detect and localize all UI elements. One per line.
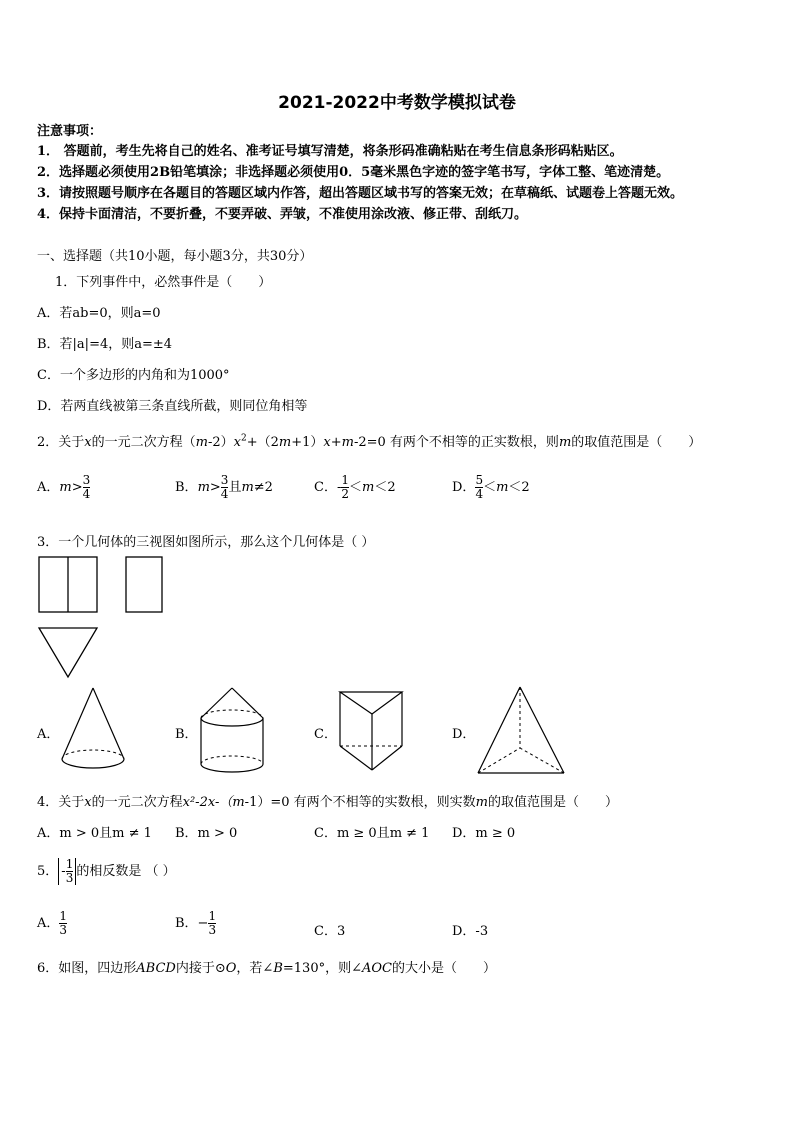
triangular-prism-figure <box>336 688 406 776</box>
q5-option-c: C．3 <box>314 924 346 939</box>
q2-option-c: C．- $\frac{1}{2}$ ＜m＜2 <box>314 473 396 501</box>
page-title: 2021-2022中考数学模拟试卷 <box>278 93 516 113</box>
q2-option-a: A．m> $\frac{3}{4}$ <box>37 473 91 501</box>
q2-stem: 2．关于x的一元二次方程$(m-2)x^2+(2m+1)x+m-2=0$ 有两个不相等的正实数根，则m的取值范围是（ ） <box>37 433 702 450</box>
q1-stem: 1．下列事件中，必然事件是（ ） <box>55 275 272 290</box>
section-heading: 一、选择题（共10小题，每小题3分，共30分） <box>37 249 313 264</box>
cone-figure <box>58 686 128 774</box>
q1-option-b: B．若|a|=4，则a=±4 <box>37 337 173 352</box>
three-view-figure <box>36 555 168 680</box>
note-item: 1． 答题前，考生先将自己的姓名、准考证号填写清楚，将条形码准确粘贴在考生信息条形码粘贴区。 <box>37 144 623 159</box>
q4-option-a: A．m > 0且m ≠ 1 <box>37 826 152 841</box>
note-item: 3．请按照题号顺序在各题目的答题区域内作答，超出答题区域书写的答案无效；在草稿纸、试题卷上答题无效。 <box>37 186 684 201</box>
top-view <box>39 628 97 677</box>
q2-option-b: B．m> $\frac{3}{4}$ 且m≠2 <box>175 473 273 501</box>
q5-option-b: B．− $\frac{1}{3}$ <box>175 909 217 937</box>
q2-option-d: D． $\frac{5}{4}$ ＜m＜2 <box>452 473 530 501</box>
triangular-pyramid-figure <box>474 684 568 778</box>
q4-stem: 4．关于x的一元二次方程x²-2x-（m-1）=0 有两个不相等的实数根，则实数m的取值范围是（ ） <box>37 795 618 810</box>
notes-heading: 注意事项： <box>37 124 103 139</box>
cylinder-cone-figure <box>196 686 268 776</box>
q5-option-a: A． $\frac{1}{3}$ <box>37 909 68 937</box>
note-item: 4．保持卡面清洁，不要折叠，不要弄破、弄皱，不准使用涂改液、修正带、刮纸刀。 <box>37 207 528 222</box>
q1-option-a: A．若ab=0，则a=0 <box>37 306 161 321</box>
q3-option-a: A． <box>37 727 60 742</box>
q3-option-d: D． <box>452 727 476 742</box>
q5-option-d: D．-3 <box>452 924 489 939</box>
q4-option-c: C．m ≥ 0且m ≠ 1 <box>314 826 430 841</box>
q6-stem: 6．如图，四边形ABCD内接于⊙O，若∠B=130°，则∠AOC的大小是（ ） <box>37 961 497 976</box>
q4-option-d: D．m ≥ 0 <box>452 826 516 841</box>
q1-option-d: D．若两直线被第三条直线所截，则同位角相等 <box>37 399 308 414</box>
side-view <box>126 557 162 612</box>
q3-option-c: C． <box>314 727 337 742</box>
note-item: 2．选择题必须使用2B铅笔填涂；非选择题必须使用0．5毫米黑色字迹的签字笔书写，字体工整、笔迹清楚。 <box>37 165 670 180</box>
q3-option-b: B． <box>175 727 198 742</box>
q5-stem: 5． - $\frac{1}{3}$ 的相反数是 （ ） <box>37 857 176 885</box>
q1-option-c: C．一个多边形的内角和为1000° <box>37 368 230 383</box>
q3-stem: 3．一个几何体的三视图如图所示，那么这个几何体是（ ） <box>37 535 375 550</box>
q4-option-b: B．m > 0 <box>175 826 238 841</box>
